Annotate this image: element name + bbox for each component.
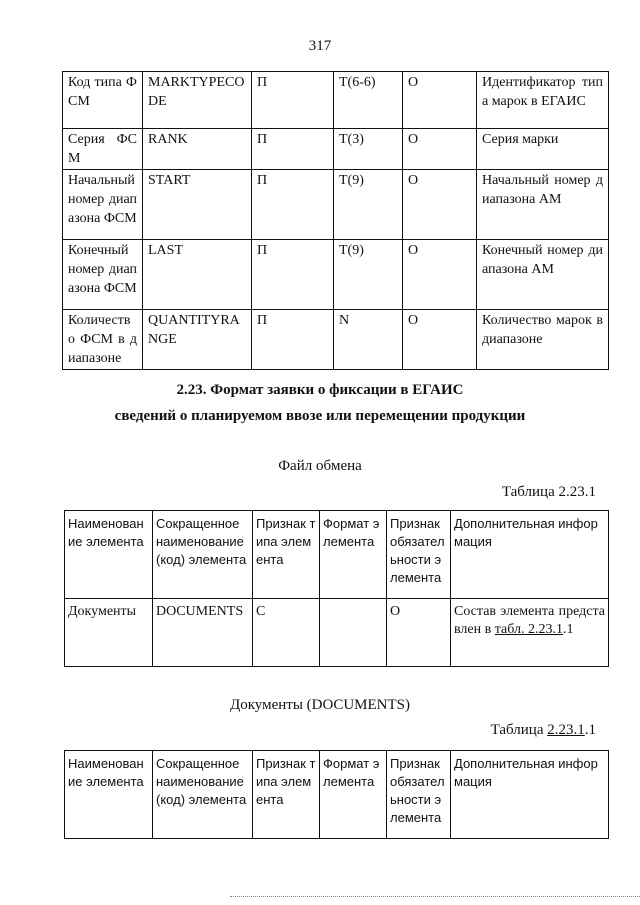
cell-name: Код типа ФСМ [63, 72, 143, 129]
cell-code: QUANTITYRANGE [143, 310, 252, 370]
cell-code: MARKTYPECODE [143, 72, 252, 129]
table-label-2-23-1-1 [491, 722, 596, 739]
cell-info [451, 599, 609, 667]
page-number: 317 [308, 38, 332, 54]
header-name: Наименование элемента [65, 751, 153, 839]
cell-name: Серия ФСМ [63, 129, 143, 170]
documents-header-row [65, 751, 609, 839]
cell-info: Количество марок в диапазоне [477, 310, 609, 370]
header-name: Наименование элемента [65, 511, 153, 599]
table-row [63, 310, 609, 370]
cell-info: Конечный номер диапазона АМ [477, 240, 609, 310]
documents-caption: Документы (DOCUMENTS) [230, 697, 410, 713]
cell-type: С [253, 599, 320, 667]
exchange-file-header-row [65, 511, 609, 599]
header-format: Формат элемента [320, 511, 387, 599]
cell-required: O [403, 310, 477, 370]
header-required: Признак обязательности элемента [387, 511, 451, 599]
info-text: Состав элемента представлен в [454, 604, 605, 637]
section-title-line2: сведений о планируемом ввозе или перемещении продукции [114, 408, 526, 424]
cell-required: O [403, 240, 477, 310]
cell-code: DOCUMENTS [153, 599, 253, 667]
documents-table [64, 750, 609, 839]
table-label-link[interactable]: 2.23.1 [547, 722, 585, 738]
header-info: Дополнительная информация [451, 511, 609, 599]
cell-required: O [403, 170, 477, 240]
header-required: Признак обязательности элемента [387, 751, 451, 839]
cell-info: Начальный номер диапазона АМ [477, 170, 609, 240]
table-label-2-23-1: Таблица 2.23.1 [501, 484, 596, 500]
section-title-line1: 2.23. Формат заявки о фиксации в ЕГАИС [176, 382, 464, 398]
cell-format: T(3) [334, 129, 403, 170]
table-row [63, 72, 609, 129]
header-code: Сокращенное наименование (код) элемента [153, 511, 253, 599]
cell-name: Документы [65, 599, 153, 667]
page-bottom-edge [230, 896, 640, 897]
cell-info: Серия марки [477, 129, 609, 170]
table-row [63, 240, 609, 310]
header-code: Сокращенное наименование (код) элемента [153, 751, 253, 839]
cell-required: О [387, 599, 451, 667]
header-format: Формат элемента [320, 751, 387, 839]
table-label-prefix: Таблица [490, 722, 548, 738]
cell-code: START [143, 170, 252, 240]
cell-code: LAST [143, 240, 252, 310]
exchange-file-table [64, 510, 609, 667]
header-type: Признак типа элемента [253, 751, 320, 839]
cell-code: RANK [143, 129, 252, 170]
table-row [65, 599, 609, 667]
elements-table-continued [62, 71, 609, 370]
cell-format: T(9) [334, 170, 403, 240]
header-type: Признак типа элемента [253, 511, 320, 599]
info-tail: .1 [563, 622, 574, 637]
cell-format: T(6-6) [334, 72, 403, 129]
cell-name: Конечный номер диапазона ФСМ [63, 240, 143, 310]
table-reference-link[interactable]: табл. 2.23.1 [494, 622, 563, 637]
cell-required: O [403, 72, 477, 129]
cell-name: Количество ФСМ в диапазоне [63, 310, 143, 370]
cell-format: N [334, 310, 403, 370]
cell-type: П [252, 72, 334, 129]
header-info: Дополнительная информация [451, 751, 609, 839]
cell-format [320, 599, 387, 667]
exchange-file-caption: Файл обмена [278, 458, 362, 474]
table-row [63, 170, 609, 240]
cell-type: П [252, 170, 334, 240]
cell-info: Идентификатор типа марок в ЕГАИС [477, 72, 609, 129]
table-label-tail: .1 [584, 722, 596, 738]
cell-type: П [252, 240, 334, 310]
cell-name: Начальный номер диапазона ФСМ [63, 170, 143, 240]
cell-type: П [252, 310, 334, 370]
cell-type: П [252, 129, 334, 170]
cell-required: O [403, 129, 477, 170]
cell-format: T(9) [334, 240, 403, 310]
table-row [63, 129, 609, 170]
